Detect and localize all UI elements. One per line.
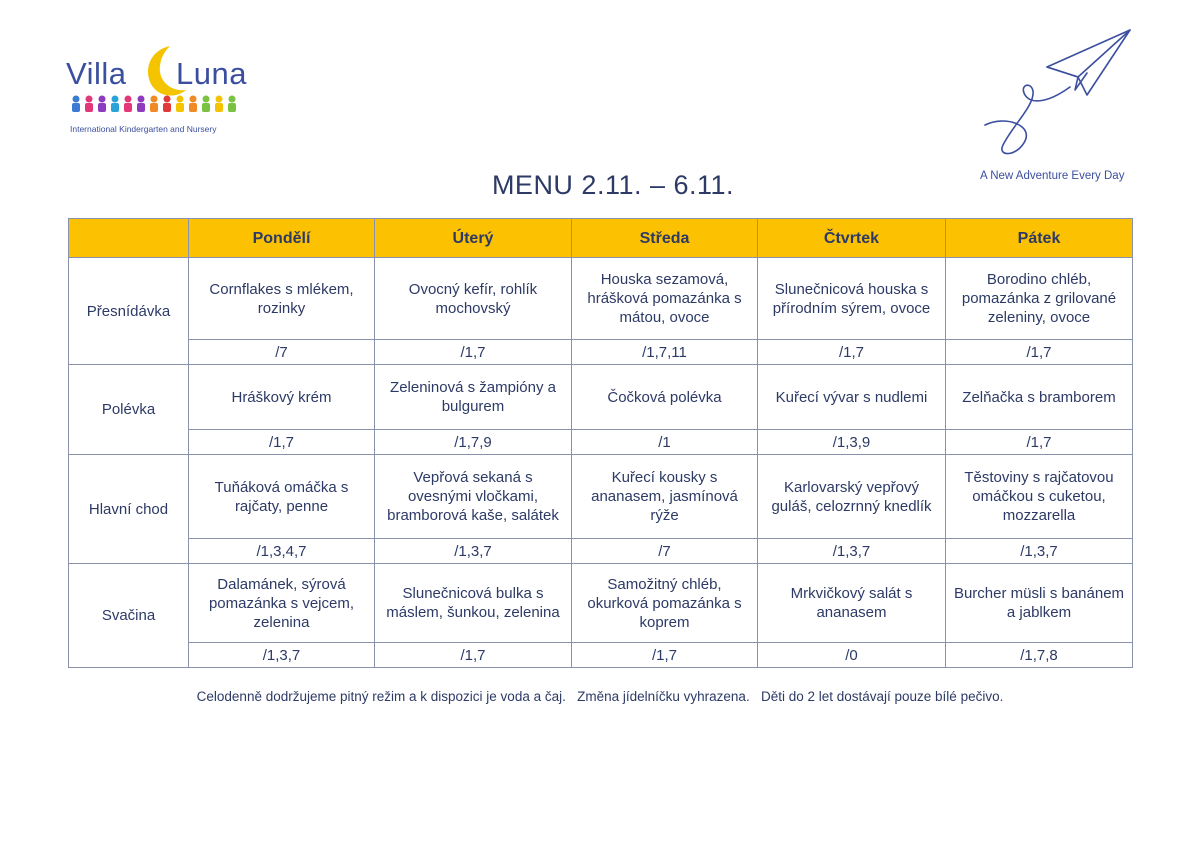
- dish-cell: Houska sezamová, hrášková pomazánka s mátou, ovoce: [572, 258, 758, 340]
- meal-category: Hlavní chod: [69, 455, 189, 564]
- allergen-cell: /1,7: [946, 340, 1133, 365]
- page-title: MENU 2.11. – 6.11.: [491, 170, 735, 200]
- dish-cell: Zelňačka s bramborem: [946, 365, 1133, 430]
- logo-subtitle: International Kindergarten and Nursery: [70, 124, 217, 134]
- dish-cell: Vepřová sekaná s ovesnými vločkami, bramborová kaše, salátek: [375, 455, 572, 539]
- meal-category: Přesnídávka: [69, 258, 189, 365]
- paper-plane-icon: [975, 25, 1145, 165]
- allergen-cell: /1,7: [189, 430, 375, 455]
- allergen-cell: /1,7: [758, 340, 946, 365]
- allergen-cell: /1,3,7: [946, 539, 1133, 564]
- allergen-cell: /1,7: [572, 643, 758, 668]
- dish-cell: Čočková polévka: [572, 365, 758, 430]
- table-row: [69, 455, 1133, 539]
- day-header: Čtvrtek: [758, 219, 946, 258]
- dish-cell: Slunečnicová houska s přírodním sýrem, ovoce: [758, 258, 946, 340]
- allergen-row: [69, 340, 1133, 365]
- children-row-icon: [70, 94, 240, 118]
- allergen-row: [69, 539, 1133, 564]
- allergen-cell: /1,7,8: [946, 643, 1133, 668]
- logo: [64, 42, 254, 142]
- dish-cell: Tuňáková omáčka s rajčaty, penne: [189, 455, 375, 539]
- allergen-cell: /1,7,11: [572, 340, 758, 365]
- table-row: [69, 258, 1133, 340]
- dish-cell: Burcher müsli s banánem a jablkem: [946, 564, 1133, 643]
- dish-cell: Dalamánek, sýrová pomazánka s vejcem, zelenina: [189, 564, 375, 643]
- dish-cell: Cornflakes s mlékem, rozinky: [189, 258, 375, 340]
- allergen-cell: /1,3,7: [758, 539, 946, 564]
- dish-cell: Samožitný chléb, okurková pomazánka s koprem: [572, 564, 758, 643]
- tagline: A New Adventure Every Day: [980, 170, 1125, 182]
- dish-cell: Zeleninová s žampióny a bulgurem: [375, 365, 572, 430]
- day-header: Pátek: [946, 219, 1133, 258]
- dish-cell: Ovocný kefír, rohlík mochovský: [375, 258, 572, 340]
- allergen-cell: /1,3,7: [375, 539, 572, 564]
- allergen-cell: /1,7,9: [375, 430, 572, 455]
- meal-category: Svačina: [69, 564, 189, 668]
- allergen-row: [69, 643, 1133, 668]
- day-header: Středa: [572, 219, 758, 258]
- table-row: [69, 365, 1133, 430]
- allergen-cell: /1,7: [375, 643, 572, 668]
- allergen-cell: /1,7: [946, 430, 1133, 455]
- allergen-cell: /7: [189, 340, 375, 365]
- table-header-row: [69, 219, 1133, 258]
- menu-table: [68, 218, 1133, 668]
- dish-cell: Kuřecí kousky s ananasem, jasmínová rýže: [572, 455, 758, 539]
- dish-cell: Borodino chléb, pomazánka z grilované zeleniny, ovoce: [946, 258, 1133, 340]
- allergen-cell: /0: [758, 643, 946, 668]
- allergen-cell: /1,3,7: [189, 643, 375, 668]
- allergen-cell: /1: [572, 430, 758, 455]
- allergen-cell: /1,7: [375, 340, 572, 365]
- allergen-cell: /1,3,4,7: [189, 539, 375, 564]
- day-header: Úterý: [375, 219, 572, 258]
- dish-cell: Mrkvičkový salát s ananasem: [758, 564, 946, 643]
- dish-cell: Těstoviny s rajčatovou omáčkou s cuketou, mozzarella: [946, 455, 1133, 539]
- header-corner: [69, 219, 189, 258]
- table-row: [69, 564, 1133, 643]
- logo-name-luna: Luna: [176, 56, 247, 91]
- dish-cell: Kuřecí vývar s nudlemi: [758, 365, 946, 430]
- meal-category: Polévka: [69, 365, 189, 455]
- dish-cell: Karlovarský vepřový guláš, celozrnný knedlík: [758, 455, 946, 539]
- day-header: Pondělí: [189, 219, 375, 258]
- dish-cell: Hráškový krém: [189, 365, 375, 430]
- allergen-cell: /1,3,9: [758, 430, 946, 455]
- allergen-cell: /7: [572, 539, 758, 564]
- footer-note: Celodenně dodržujeme pitný režim a k dispozici je voda a čaj. Změna jídelníčku vyhrazena. Děti do 2 let dostávají pouze bílé pečivo.: [196, 689, 1004, 704]
- logo-name-villa: Villa: [66, 56, 127, 91]
- dish-cell: Slunečnicová bulka s máslem, šunkou, zelenina: [375, 564, 572, 643]
- allergen-row: [69, 430, 1133, 455]
